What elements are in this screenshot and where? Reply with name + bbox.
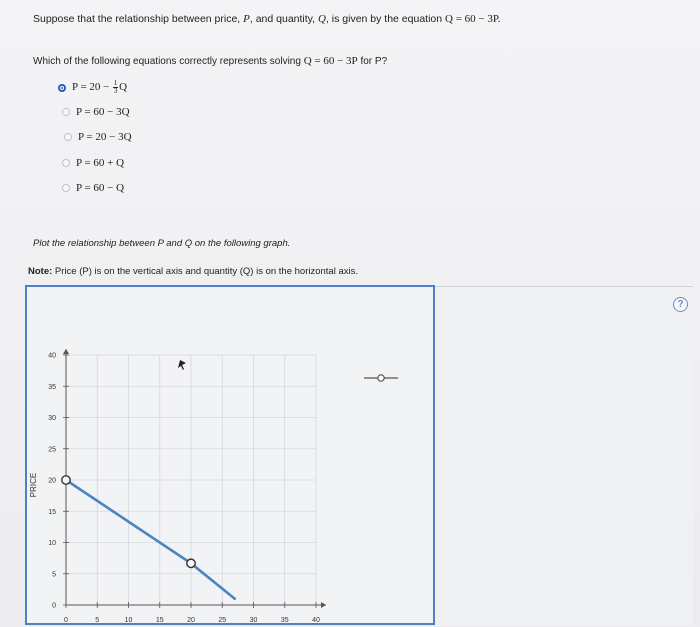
x-tick-label: 5 (95, 617, 100, 624)
note-label: Note: (28, 266, 53, 277)
y-tick-label: 10 (48, 540, 56, 547)
help-icon[interactable]: ? (673, 297, 688, 312)
option-1-label: P = 20 − $\frac{1}{3}$ Q (72, 79, 128, 95)
y-tick-label: 35 (48, 383, 56, 391)
x-tick-label: 15 (155, 617, 164, 624)
fraction: $\frac{1}{3}$ (113, 79, 118, 95)
option-3-label: P = 20 − 3Q (78, 131, 132, 143)
plot-instruction: Plot the relationship between P and Q on the following graph. (33, 238, 291, 249)
x-axis-arrow (321, 602, 326, 608)
x-tick-label: 20 (187, 617, 195, 624)
option-2-label: P = 60 − 3Q (76, 106, 130, 118)
subquestion-text: Which of the following equations correctly represents solving Q = 60 − 3P for P? (33, 55, 388, 67)
note-text: Price (P) is on the vertical axis and quantity (Q) is on the horizontal axis. (52, 266, 358, 277)
data-point (187, 559, 195, 567)
y-axis-arrow (63, 349, 69, 354)
x-tick-label: 0 (64, 617, 68, 624)
x-tick-label: 35 (280, 617, 289, 624)
y-axis-label: PRICE (29, 472, 38, 498)
ticks (29, 353, 320, 625)
x-tick-label: 30 (249, 617, 258, 624)
x-tick-label: 40 (312, 617, 320, 624)
cursor-icon (178, 360, 186, 370)
axes (63, 349, 326, 608)
series-line (66, 480, 235, 599)
tools (178, 360, 398, 381)
option-4-label: P = 60 + Q (76, 157, 125, 169)
x-tick-label: 25 (218, 617, 227, 624)
question-equation: Q = 60 − 3P. (445, 13, 501, 25)
y-tick-label: 15 (48, 508, 56, 516)
option-5-label: P = 60 − Q (76, 182, 125, 194)
x-tick-label: 10 (124, 617, 133, 624)
y-tick-label: 20 (48, 477, 56, 485)
y-tick-label: 5 (52, 571, 56, 579)
y-tick-label: 25 (48, 446, 56, 454)
y-tick-label: 40 (48, 352, 56, 360)
y-tick-label: 30 (48, 415, 56, 422)
series (62, 476, 235, 599)
question-text: Suppose that the relationship between price, P, and quantity, Q, is given by the equation Q = 60 − 3P. (33, 13, 501, 25)
data-point (62, 476, 70, 484)
line-tool-handle-icon (378, 375, 384, 381)
y-tick-label: 0 (52, 602, 56, 610)
